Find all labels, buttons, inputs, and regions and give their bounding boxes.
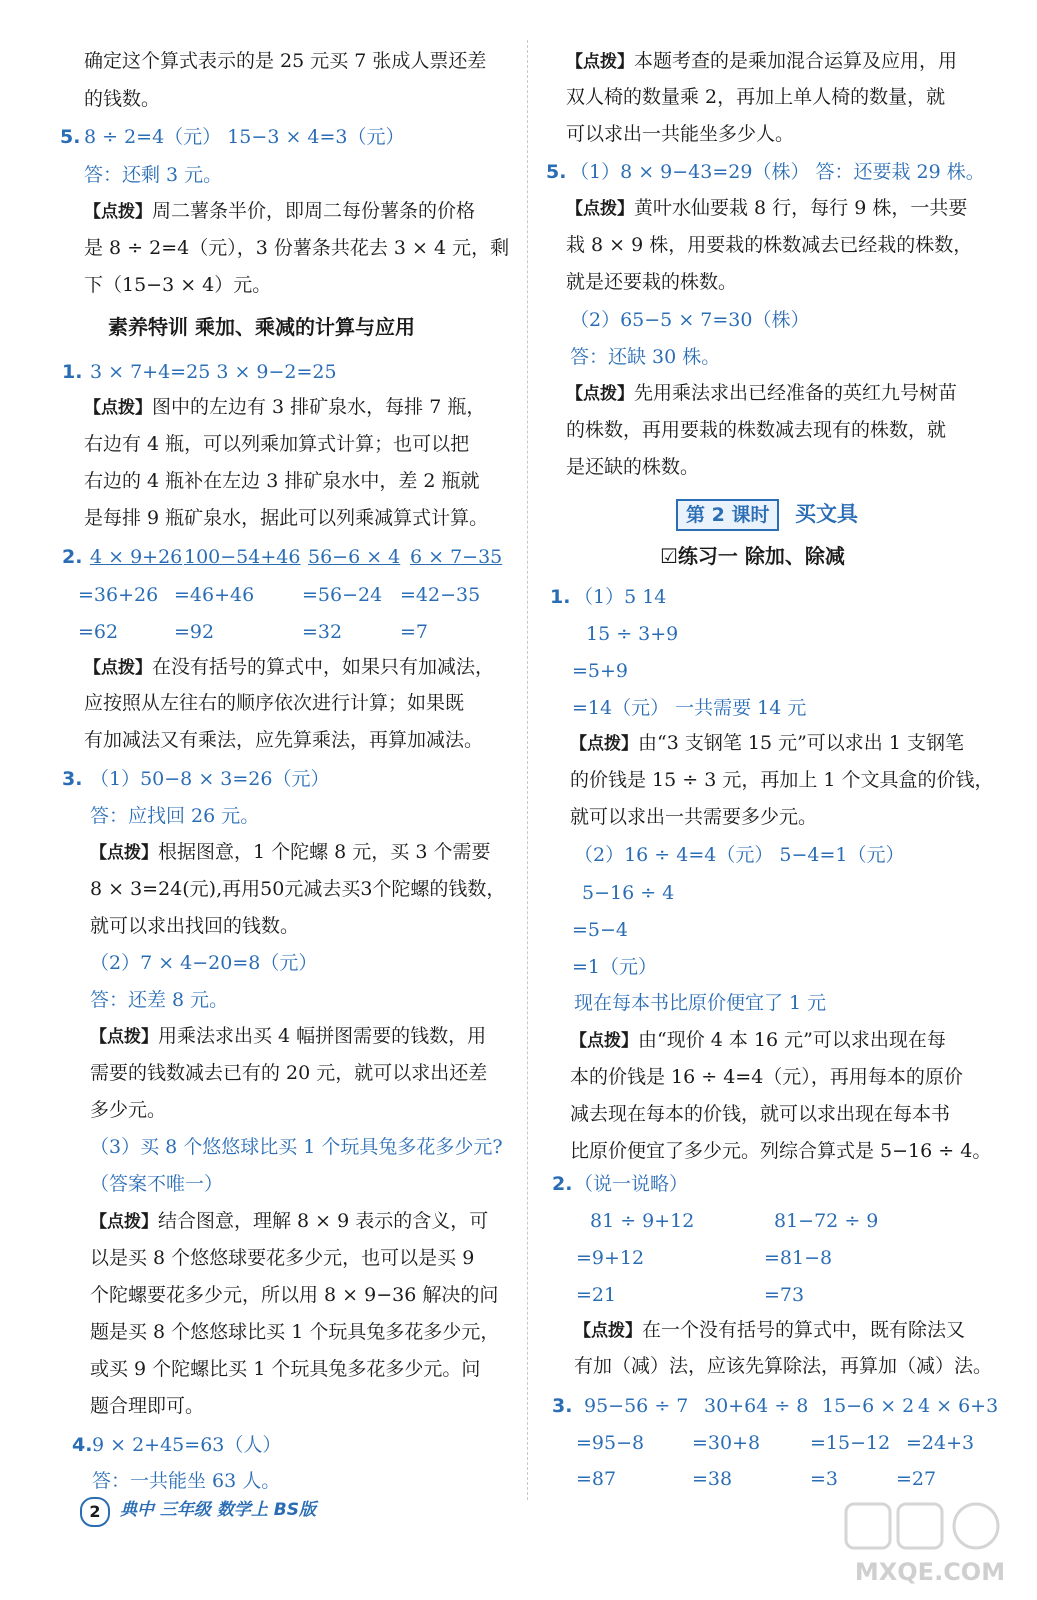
question-number: 5. — [546, 161, 567, 183]
question-number: 3. — [552, 1395, 573, 1417]
tip-line: 8 × 3=24(元),再用50元减去买3个陀螺的钱数， — [90, 878, 506, 900]
tip-line: 以是买 8 个悠悠球要花多少元，也可以是买 9 — [90, 1247, 475, 1269]
answer-line: 8 ÷ 2=4（元） 15−3 × 4=3（元） — [84, 126, 405, 148]
tip-tag: 【点拨】 — [90, 1212, 158, 1232]
expression: 4 × 6+3 — [918, 1395, 999, 1417]
expression: 6 × 7−35 — [410, 546, 503, 568]
tip-line: 是每排 9 瓶矿泉水，据此可以列乘减算式计算。 — [84, 507, 489, 529]
answer-line: （1）50−8 × 3=26（元） — [90, 768, 330, 790]
tip-line: 多少元。 — [90, 1099, 167, 1121]
expression: 100−54+46 — [184, 546, 301, 568]
tip-line: 是 8 ÷ 2=4（元），3 份薯条共花去 3 × 4 元，剩 — [84, 237, 510, 259]
expression: 30+64 ÷ 8 — [704, 1395, 809, 1417]
tip-line: 【点拨】周二薯条半价，即周二每份薯条的价格 — [84, 200, 476, 222]
tip-line: 题是买 8 个悠悠球比买 1 个玩具兔多花多少元， — [90, 1321, 500, 1343]
tip-line: 本的价钱是 16 ÷ 4=4（元），再用每本的原价 — [570, 1066, 963, 1088]
answer-line: （2）16 ÷ 4=4（元） 5−4=1（元） — [574, 844, 905, 866]
expression: 95−56 ÷ 7 — [584, 1395, 689, 1417]
answer-line: （说一说略） — [574, 1173, 689, 1195]
tip-line: 下（15−3 × 4）元。 — [84, 274, 272, 296]
step: =27 — [896, 1468, 937, 1490]
step: =81−8 — [764, 1247, 833, 1269]
answer-line: 3 × 7+4=25 3 × 9−2=25 — [90, 361, 337, 383]
answer-line: 答：应找回 26 元。 — [90, 805, 260, 827]
tip-line: 需要的钱数减去已有的 20 元，就可以求出还差 — [90, 1062, 488, 1084]
answer-line: （1）5 14 — [574, 586, 667, 608]
tip-line: 【点拨】在一个没有括号的算式中，既有除法又 — [574, 1319, 966, 1341]
answer-line: （2）65−5 × 7=30（株） — [570, 309, 810, 331]
step: =21 — [576, 1284, 617, 1306]
answer-line: 9 × 2+45=63（人） — [92, 1434, 282, 1456]
tip-tag: 【点拨】 — [566, 52, 634, 72]
tip-line: 的价钱是 15 ÷ 3 元，再加上 1 个文具盒的价钱， — [570, 769, 994, 791]
practice-title: ☑练习一 除加、除减 — [660, 544, 845, 568]
tip-line: 【点拨】本题考查的是乘加混合运算及应用，用 — [566, 50, 958, 72]
answer-line: 现在每本书比原价便宜了 1 元 — [574, 992, 827, 1014]
tip-tag: 【点拨】 — [84, 658, 152, 678]
tip-tag: 【点拨】 — [570, 1031, 638, 1051]
tip-tag: 【点拨】 — [90, 843, 158, 863]
text-line: 确定这个算式表示的是 25 元买 7 张成人票还差 — [84, 50, 487, 72]
expression: 81 ÷ 9+12 — [590, 1210, 695, 1232]
tip-line: 就可以求出找回的钱数。 — [90, 915, 300, 937]
question-number: 1. — [62, 361, 83, 383]
step: =30+8 — [692, 1432, 761, 1454]
step: =56−24 — [302, 584, 383, 606]
tip-tag: 【点拨】 — [574, 1321, 642, 1341]
step: =15−12 — [810, 1432, 891, 1454]
tip-line: 应按照从左往右的顺序依次进行计算；如果既 — [84, 692, 465, 714]
column-divider — [527, 40, 528, 1500]
brand-logo: 典中 — [120, 1500, 154, 1520]
step: =87 — [576, 1468, 617, 1490]
tip-line: 有加减法又有乘法，应先算乘法，再算加减法。 — [84, 729, 484, 751]
answer-line: 答：还差 8 元。 — [90, 989, 229, 1011]
tip-line: 【点拨】由“现价 4 本 16 元”可以求出现在每 — [570, 1029, 946, 1051]
step: =7 — [400, 621, 429, 643]
question-number: 5. — [60, 126, 81, 148]
footer-brand — [120, 1498, 316, 1522]
step: =1（元） — [572, 956, 658, 978]
tip-line: 可以求出一共能坐多少人。 — [566, 123, 795, 145]
question-number: 2. — [552, 1173, 573, 1195]
expression: 4 × 9+26 — [90, 546, 183, 568]
text-line: 的钱数。 — [84, 88, 161, 110]
tip-line: 的株数，再用要栽的株数减去现有的株数，就 — [566, 419, 947, 441]
tip-tag: 【点拨】 — [566, 384, 634, 404]
question-number: 2. — [62, 546, 83, 568]
tip-line: 【点拨】在没有括号的算式中，如果只有加减法， — [84, 656, 495, 678]
step: =5+9 — [572, 660, 629, 682]
tip-line: 或买 9 个陀螺比买 1 个玩具兔多花多少元。问 — [90, 1358, 481, 1380]
tip-line: 是还缺的株数。 — [566, 456, 700, 478]
lesson-title: 买文具 — [795, 502, 858, 526]
tip-line: 栽 8 × 9 株，用要栽的株数减去已经栽的株数， — [566, 234, 973, 256]
step: =95−8 — [576, 1432, 645, 1454]
tip-tag: 【点拨】 — [84, 202, 152, 222]
step: =32 — [302, 621, 343, 643]
answer-line: 答：一共能坐 63 人。 — [92, 1470, 281, 1492]
step: =46+46 — [174, 584, 255, 606]
tip-line: 【点拨】先用乘法求出已经准备的英红九号树苗 — [566, 382, 958, 404]
question-number: 3. — [62, 768, 83, 790]
watermark-text: MXQE.COM — [854, 1558, 1006, 1585]
tip-line: 有加（减）法，应该先算除法，再算加（减）法。 — [574, 1355, 993, 1377]
tip-line: 【点拨】图中的左边有 3 排矿泉水，每排 7 瓶， — [84, 396, 486, 418]
tip-tag: 【点拨】 — [566, 199, 634, 219]
section-title: 素养特训 乘加、乘减的计算与应用 — [108, 315, 415, 339]
expression: 15−6 × 2 — [822, 1395, 915, 1417]
tip-line: 个陀螺要花多少元，所以用 8 × 9−36 解决的问 — [90, 1284, 499, 1306]
tip-line: 比原价便宜了多少元。列综合算式是 5−16 ÷ 4。 — [570, 1140, 992, 1162]
book-info: 三年级 数学上 BS版 — [159, 1500, 316, 1520]
step: =42−35 — [400, 584, 481, 606]
tip-line: 右边的 4 瓶补在左边 3 排矿泉水中，差 2 瓶就 — [84, 470, 480, 492]
answer-line: =14（元） 一共需要 14 元 — [572, 697, 807, 719]
watermark-logo — [838, 1500, 1023, 1585]
tip-tag: 【点拨】 — [90, 1027, 158, 1047]
step: =38 — [692, 1468, 733, 1490]
step: =5−4 — [572, 919, 629, 941]
tip-line: 就是还要栽的株数。 — [566, 271, 738, 293]
tip-line: 【点拨】黄叶水仙要栽 8 行，每行 9 株，一共要 — [566, 197, 968, 219]
tip-tag: 【点拨】 — [84, 398, 152, 418]
step: =3 — [810, 1468, 839, 1490]
tip-line: 题合理即可。 — [90, 1395, 205, 1417]
page-number: 2 — [80, 1497, 110, 1527]
tip-line: 【点拨】用乘法求出买 4 幅拼图需要的钱数，用 — [90, 1025, 487, 1047]
step: =62 — [78, 621, 119, 643]
answer-line: （2）7 × 4−20=8（元） — [90, 952, 318, 974]
tip-line: 就可以求出一共需要多少元。 — [570, 806, 818, 828]
answer-line: （3）买 8 个悠悠球比买 1 个玩具兔多花多少元? — [90, 1136, 503, 1158]
tip-line: 【点拨】由“3 支钢笔 15 元”可以求出 1 支钢笔 — [570, 732, 964, 754]
question-number: 1. — [550, 586, 571, 608]
question-number: 4. — [72, 1434, 93, 1456]
step: =73 — [764, 1284, 805, 1306]
step: =36+26 — [78, 584, 159, 606]
step: =24+3 — [906, 1432, 975, 1454]
tip-line: 【点拨】结合图意，理解 8 × 9 表示的含义，可 — [90, 1210, 489, 1232]
step: =9+12 — [576, 1247, 645, 1269]
tip-line: 减去现在每本的价钱，就可以求出现在每本书 — [570, 1103, 951, 1125]
step: =92 — [174, 621, 215, 643]
tip-line: 右边有 4 瓶，可以列乘加算式计算；也可以把 — [84, 433, 470, 455]
tip-line: 【点拨】根据图意，1 个陀螺 8 元，买 3 个需要 — [90, 841, 491, 863]
tip-line: 双人椅的数量乘 2，再加上单人椅的数量，就 — [566, 86, 946, 108]
answer-line: 答：还剩 3 元。 — [84, 164, 223, 186]
lesson-badge: 第 2 课时 — [676, 499, 779, 531]
step: 15 ÷ 3+9 — [586, 623, 679, 645]
expression: 56−6 × 4 — [308, 546, 401, 568]
answer-line: 答：还缺 30 株。 — [570, 346, 721, 368]
tip-tag: 【点拨】 — [570, 734, 638, 754]
step: 5−16 ÷ 4 — [582, 882, 675, 904]
expression: 81−72 ÷ 9 — [774, 1210, 879, 1232]
answer-line: （答案不唯一） — [90, 1173, 224, 1195]
answer-line: （1）8 × 9−43=29（株） 答：还要栽 29 株。 — [570, 161, 985, 183]
